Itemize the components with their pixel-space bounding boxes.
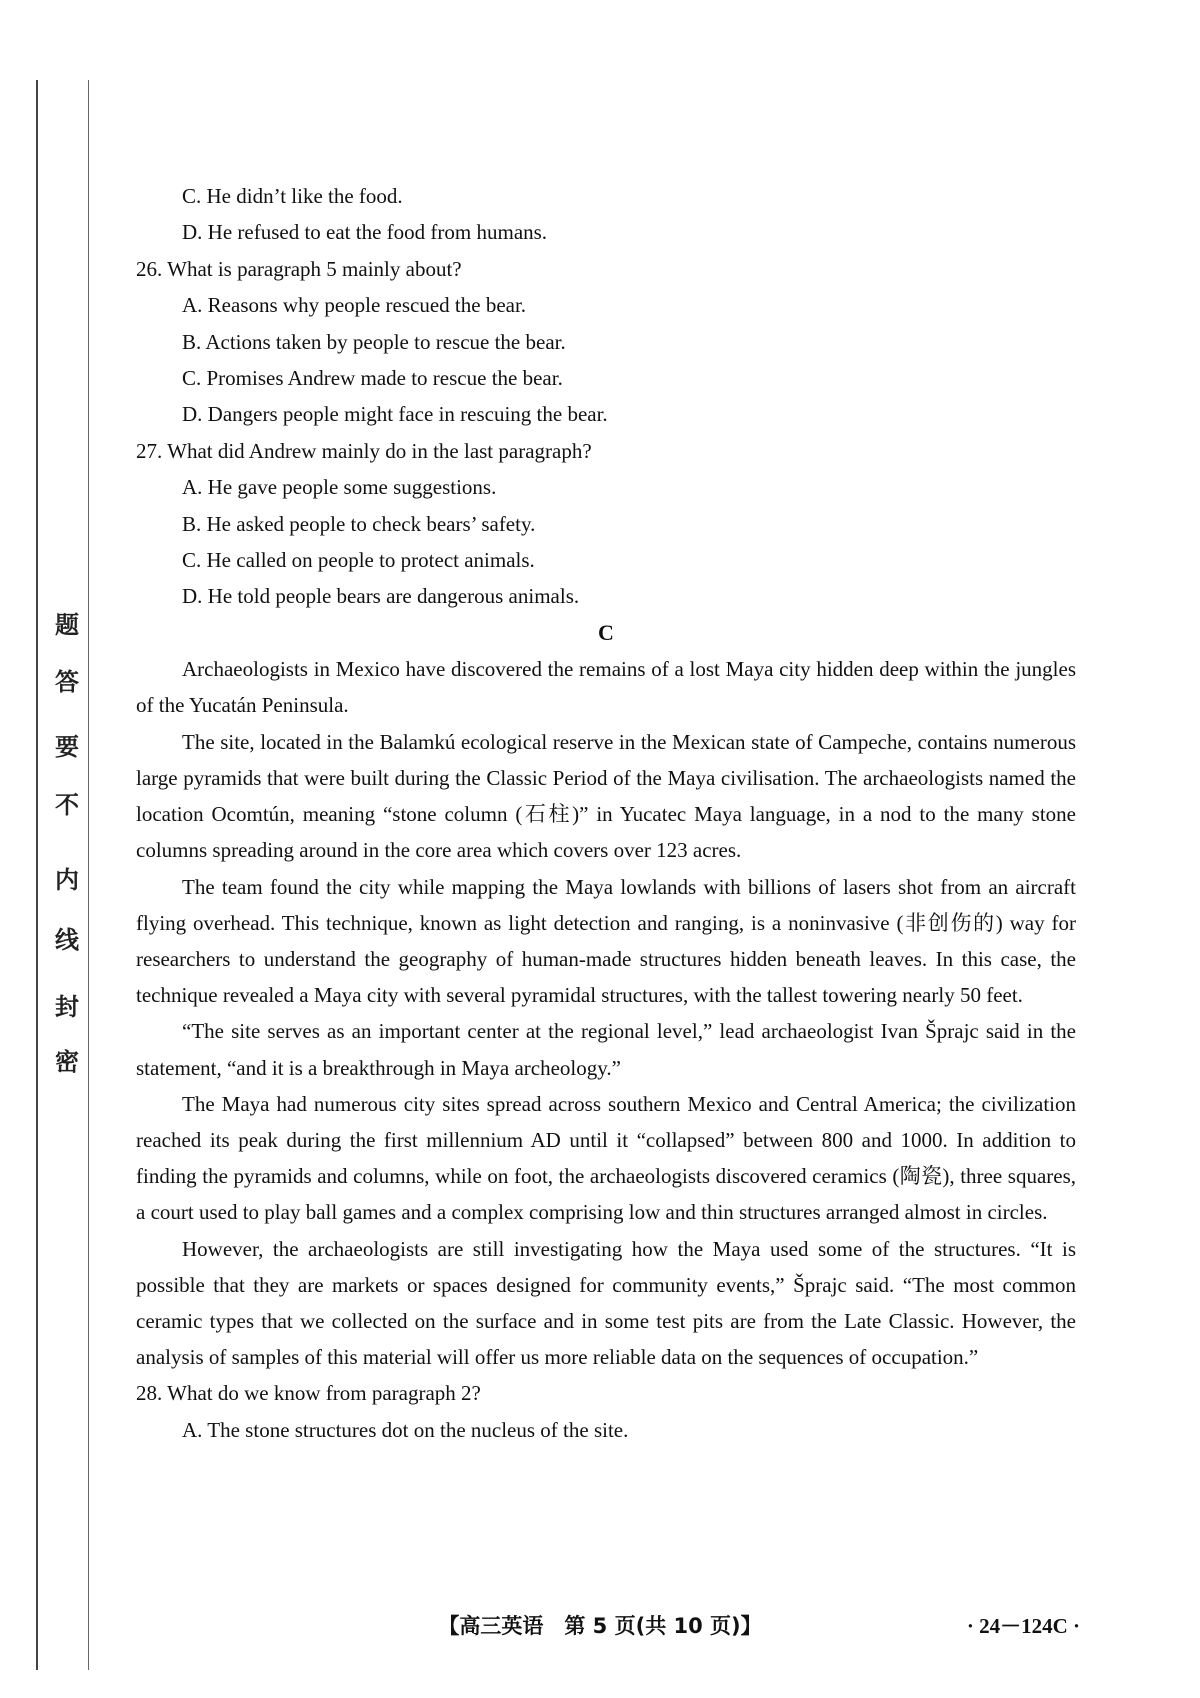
option-q26-d: D. Dangers people might face in rescuing the bear.	[182, 402, 608, 427]
seal-char: 封	[55, 993, 79, 1021]
passage-paragraph-2: The site, located in the Balamkú ecological reserve in the Mexican state of Campeche, contains numerous large pyramids that were built during the Classic Period of the Maya civilisation. The archaeologists named the location Ocomtún, meaning “stone column (石柱)” in Yucatec Maya language, in a nod to the many stone columns spreading around in the core area which covers over 123 acres.	[136, 729, 1076, 863]
seal-char: 题	[55, 611, 79, 639]
binding-margin-line-inner	[88, 80, 89, 1670]
option-q27-a: A. He gave people some suggestions.	[182, 475, 497, 500]
question-27-stem: 27. What did Andrew mainly do in the last paragraph?	[136, 438, 592, 463]
option-q28-a: A. The stone structures dot on the nucleus of the site.	[182, 1417, 629, 1442]
option-q27-b: B. He asked people to check bears’ safety.	[182, 511, 536, 536]
passage-paragraph-1: Archaeologists in Mexico have discovered the remains of a lost Maya city hidden deep within the jungles of the Yucatán Peninsula.	[136, 657, 1076, 718]
passage-paragraph-3: The team found the city while mapping the Maya lowlands with billions of lasers shot from an aircraft flying overhead. This technique, known as light detection and ranging, is a noninvasive (非创伤的) way for researchers to understand the geography of human-made structures hidden beneath leaves. In this case, the technique revealed a Maya city with several pyramidal structures, with the tallest towering nearly 50 feet.	[136, 874, 1076, 1008]
option-q27-d: D. He told people bears are dangerous animals.	[182, 584, 580, 609]
option-q25-c: C. He didn’t like the food.	[182, 184, 403, 208]
passage-paragraph-6: However, the archaeologists are still investigating how the Maya used some of the structures. “It is possible that they are markets or spaces designed for community events,” Šprajc said. “The most common ceramic types that we collected on the surface and in some test pits are from the Late Classic. However, the analysis of samples of this material will offer us more reliable data on the sequences of occupation.”	[136, 1236, 1076, 1370]
footer-exam-code: · 24－124C ·	[966, 1614, 1080, 1638]
footer-page-info: 【高三英语 第 5 页(共 10 页)】	[438, 1614, 762, 1638]
question-26-stem: 26. What is paragraph 5 mainly about?	[136, 256, 462, 281]
option-q25-d: D. He refused to eat the food from humans.	[182, 220, 548, 245]
seal-char: 要	[55, 733, 79, 761]
seal-char: 不	[55, 791, 79, 819]
passage-paragraph-5: The Maya had numerous city sites spread across southern Mexico and Central America; the civilization reached its peak during the first millennium AD until it “collapsed” between 800 and 1000. In addition to finding the pyramids and columns, while on foot, the archaeologists discovered ceramics (陶瓷), three squares, a court used to play ball games and a complex comprising low and thin structures arranged almost in circles.	[136, 1091, 1076, 1225]
seal-char: 内	[55, 866, 79, 894]
option-q26-c: C. Promises Andrew made to rescue the bear.	[182, 366, 563, 391]
seal-char: 线	[55, 926, 79, 954]
seal-char: 答	[55, 668, 79, 696]
option-q26-b: B. Actions taken by people to rescue the bear.	[182, 329, 566, 354]
passage-paragraph-4: “The site serves as an important center at the regional level,” lead archaeologist Ivan Šprajc said in the statement, “and it is a breakthrough in Maya archeology.”	[136, 1019, 1076, 1080]
section-heading: C	[598, 619, 614, 645]
binding-margin-line	[36, 80, 38, 1670]
seal-char: 密	[55, 1048, 79, 1076]
option-q27-c: C. He called on people to protect animals.	[182, 548, 535, 573]
page-footer	[0, 1610, 1200, 1646]
page-content	[136, 178, 1076, 1448]
question-28-stem: 28. What do we know from paragraph 2?	[136, 1381, 481, 1406]
option-q26-a: A. Reasons why people rescued the bear.	[182, 293, 527, 318]
